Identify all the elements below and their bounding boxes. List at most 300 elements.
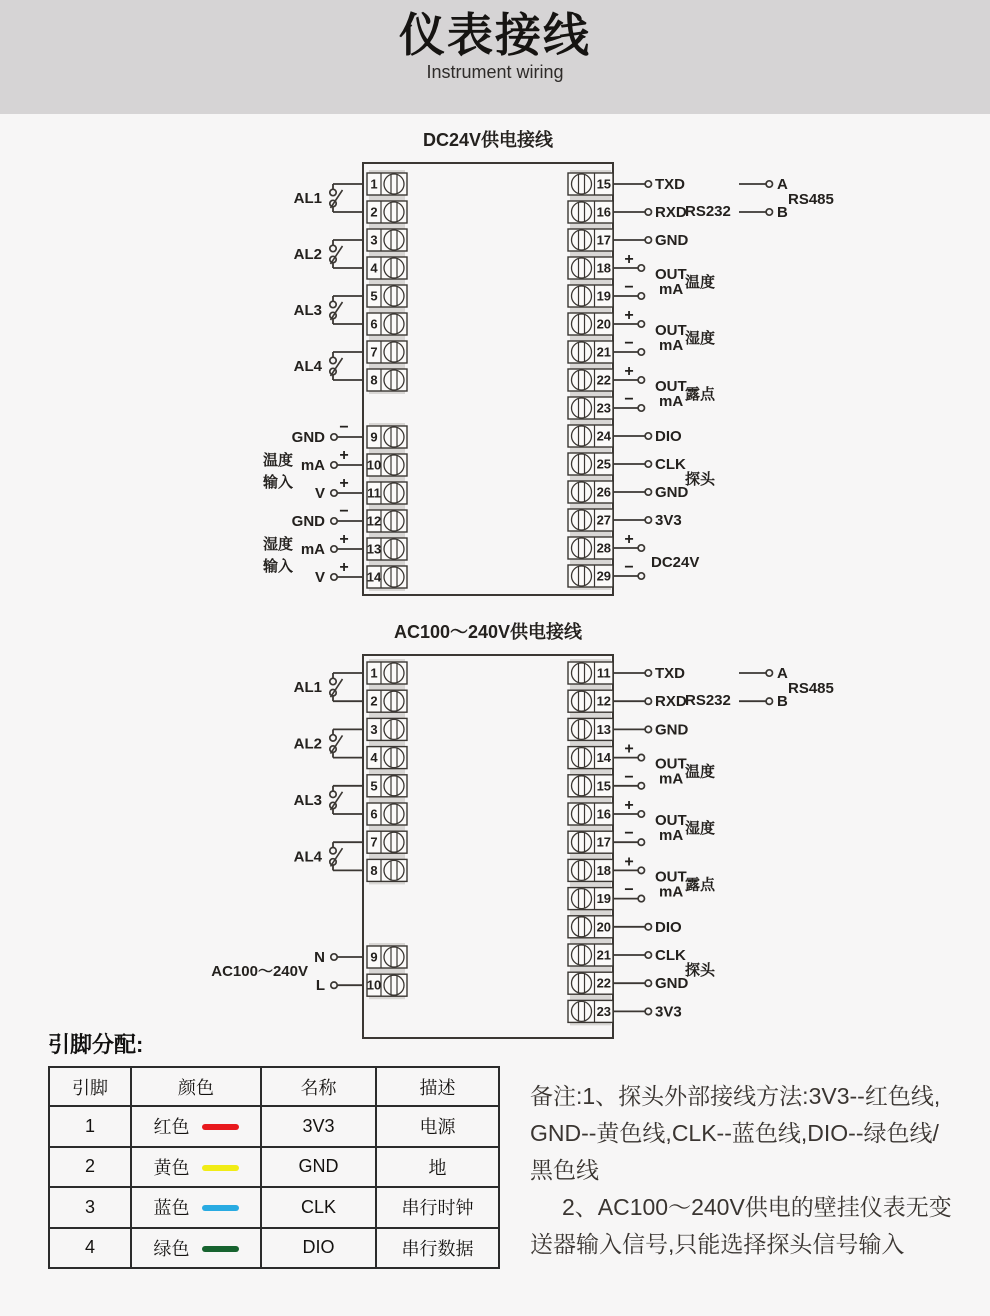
color-name: 红色: [153, 1117, 190, 1138]
terminal-9: [367, 946, 407, 968]
pin-label: 3V3: [655, 1003, 682, 1021]
terminal-number: 18: [596, 862, 612, 878]
connection-dot-icon: [331, 954, 337, 960]
terminal-21: [568, 341, 613, 363]
cell-description: 串行数据: [376, 1228, 499, 1269]
input-group-label: 输入: [262, 558, 293, 575]
terminal-9: [367, 426, 407, 448]
terminal-4: [367, 747, 407, 769]
terminal-10: [367, 974, 407, 996]
al-label: AL4: [293, 848, 322, 866]
input-pin-label: V: [314, 485, 325, 502]
cell-description: 串行时钟: [376, 1187, 499, 1228]
terminal-number: 22: [596, 975, 612, 991]
terminal-19: [568, 285, 613, 307]
terminal-number: 10: [366, 977, 382, 993]
terminal-14: [367, 566, 407, 588]
connection-dot-icon: [331, 490, 337, 496]
terminal-number: 12: [366, 513, 382, 529]
terminal-number: 17: [596, 834, 612, 850]
polarity-sign: −: [624, 881, 634, 899]
polarity-sign: +: [624, 251, 634, 268]
polarity-sign: +: [624, 853, 634, 871]
pin-GND-22: [613, 975, 689, 992]
terminal-15: [568, 173, 613, 195]
terminal-number: 4: [370, 260, 378, 276]
diagram-ac240v: [211, 621, 834, 1038]
output-label: mA: [659, 883, 684, 901]
note-line: 备注:1、探头外部接线方法:3V3--红色线,: [530, 1083, 941, 1109]
terminal-number: 14: [596, 750, 612, 766]
al-switch-AL3: [294, 296, 363, 324]
terminal-24: [568, 425, 613, 447]
cell-signal-name: 3V3: [261, 1106, 376, 1147]
connection-dot-icon: [331, 574, 337, 580]
cell-pin-number: 4: [49, 1228, 131, 1269]
pin-DIO-20: [613, 919, 682, 936]
terminal-28: [568, 537, 613, 559]
input-pin-N-9: [314, 949, 363, 966]
terminal-number: 4: [370, 750, 378, 766]
probe-group-label: 探头: [685, 471, 716, 488]
connection-dot-icon: [638, 895, 644, 901]
terminal-number: 21: [596, 344, 612, 360]
connection-dot-icon: [331, 546, 337, 552]
terminal-4: [367, 257, 407, 279]
terminal-11: [568, 662, 613, 684]
polarity-sign: +: [624, 797, 634, 814]
connection-dot-icon: [638, 545, 644, 551]
al-switch-AL4: [294, 842, 363, 870]
terminal-number: 10: [366, 457, 382, 473]
pair-温度: [613, 741, 715, 789]
connection-dot-icon: [638, 783, 644, 789]
polarity-sign: −: [624, 825, 634, 843]
terminal-1: [367, 173, 407, 195]
terminal-number: 8: [370, 862, 378, 878]
connection-dot-icon: [638, 573, 644, 579]
terminal-number: 9: [370, 429, 378, 445]
output-category-label: 露点: [685, 386, 716, 403]
terminal-14: [568, 747, 613, 769]
output-category-label: 温度: [685, 274, 716, 291]
connection-dot-icon: [638, 377, 644, 383]
connection-dot-icon: [331, 462, 337, 468]
table-row: [49, 1187, 499, 1228]
notes-block: [530, 1078, 990, 1263]
al-label: AL3: [293, 791, 322, 809]
pin-label: RXD: [655, 693, 687, 711]
input-pin-mA-13: [301, 531, 363, 558]
pair-湿度: [613, 307, 715, 355]
terminal-number: 18: [596, 260, 612, 276]
terminal-3: [367, 718, 407, 740]
output-category-label: 湿度: [685, 820, 716, 838]
input-pin-GND-12: [292, 503, 363, 530]
terminal-number: 2: [370, 204, 378, 220]
connection-dot-icon: [330, 189, 336, 195]
polarity-sign: +: [339, 531, 349, 548]
output-category-label: 温度: [685, 763, 716, 781]
cell-signal-name: CLK: [261, 1187, 376, 1228]
page-subtitle: Instrument wiring: [426, 61, 564, 82]
table-row: [49, 1228, 499, 1269]
connection-dot-icon: [331, 518, 337, 524]
pin-table: [48, 1066, 500, 1269]
terminal-number: 6: [370, 316, 378, 332]
al-label: AL1: [293, 679, 322, 697]
terminal-number: 27: [596, 512, 612, 528]
terminal-number: 11: [596, 665, 611, 681]
terminal-number: 23: [596, 1003, 612, 1019]
cell-color: [131, 1187, 261, 1228]
pair-露点: [613, 853, 716, 901]
terminal-number: 14: [366, 569, 382, 585]
terminal-number: 13: [366, 541, 382, 557]
connection-dot-icon: [645, 181, 651, 187]
note-line: 送器输入信号,只能选择探头信号输入: [530, 1231, 905, 1257]
terminal-6: [367, 313, 407, 335]
al-switch-AL4: [294, 352, 363, 380]
terminal-16: [568, 803, 613, 825]
terminal-number: 6: [370, 806, 378, 822]
terminal-number: 13: [596, 721, 612, 737]
connection-dot-icon: [330, 301, 336, 307]
pin-GND-17: [613, 232, 689, 249]
input-group-label: 湿度: [262, 536, 293, 553]
rs485-group: [739, 176, 834, 221]
connection-dot-icon: [638, 349, 644, 355]
diagram-title: DC24V供电接线: [422, 130, 554, 150]
terminal-number: 22: [596, 372, 612, 388]
input-pin-V-14: [315, 559, 363, 586]
terminal-27: [568, 509, 613, 531]
terminal-13: [568, 718, 613, 740]
al-switch-AL3: [294, 786, 363, 814]
pair-DC24V: [613, 531, 699, 579]
cell-description: 电源: [376, 1106, 499, 1147]
terminal-23: [568, 397, 613, 419]
terminal-10: [367, 454, 407, 476]
rs485-line-label: A: [777, 665, 788, 682]
output-label: DC24V: [651, 554, 700, 571]
output-label: mA: [659, 827, 684, 845]
connection-dot-icon: [766, 209, 772, 215]
terminal-number: 1: [370, 176, 378, 192]
polarity-sign: −: [624, 768, 634, 786]
input-group-label: AC100～240V: [211, 963, 308, 981]
polarity-sign: +: [339, 559, 349, 576]
terminal-5: [367, 285, 407, 307]
pin-table-caption: 引脚分配:: [48, 1032, 144, 1057]
interface-label: RS232: [685, 203, 731, 220]
output-label: OUT: [655, 755, 687, 773]
terminal-number: 1: [370, 665, 378, 681]
terminal-number: 16: [596, 806, 612, 822]
connection-dot-icon: [330, 791, 336, 797]
page-title: 仪表接线: [399, 9, 591, 61]
wire-color-swatch-icon: [202, 1165, 239, 1171]
connection-dot-icon: [645, 517, 651, 523]
terminal-number: 5: [370, 778, 378, 794]
terminal-number: 12: [596, 693, 612, 709]
terminal-22: [568, 369, 613, 391]
connection-dot-icon: [638, 754, 644, 760]
pin-table-header: 颜色: [131, 1067, 261, 1106]
terminal-number: 7: [370, 834, 378, 850]
pair-湿度: [613, 797, 715, 845]
color-name: 蓝色: [153, 1198, 190, 1219]
interface-label: RS232: [685, 692, 731, 710]
connection-dot-icon: [645, 1008, 651, 1014]
color-name: 绿色: [153, 1238, 190, 1259]
polarity-sign: +: [624, 740, 634, 758]
terminal-6: [367, 803, 407, 825]
table-row: [49, 1106, 499, 1147]
polarity-sign: −: [624, 559, 634, 576]
terminal-18: [568, 257, 613, 279]
pin-assignment-table: [48, 1066, 500, 1269]
connection-dot-icon: [645, 489, 651, 495]
terminal-13: [367, 538, 407, 560]
terminal-number: 19: [596, 891, 612, 907]
al-label: AL2: [293, 246, 322, 263]
pin-CLK-21: [613, 947, 686, 964]
connection-dot-icon: [645, 670, 651, 676]
cell-color: [131, 1228, 261, 1269]
terminal-number: 8: [370, 372, 378, 388]
input-pin-L-10: [316, 977, 363, 994]
polarity-sign: −: [339, 419, 349, 436]
cell-color: [131, 1147, 261, 1188]
note-line: 2、AC100～240V供电的壁挂仪表无变: [530, 1194, 952, 1220]
terminal-20: [568, 313, 613, 335]
pin-GND-26: [613, 484, 689, 501]
terminal-number: 2: [370, 693, 378, 709]
terminal-15: [568, 775, 613, 797]
rs485-line-label: B: [777, 693, 788, 711]
cell-color: [131, 1106, 261, 1147]
polarity-sign: +: [624, 363, 634, 380]
pin-label: GND: [655, 484, 689, 501]
connection-dot-icon: [645, 726, 651, 732]
al-switch-AL1: [294, 184, 363, 212]
terminal-3: [367, 229, 407, 251]
diagram-dc24v: [262, 129, 834, 595]
connection-dot-icon: [645, 698, 651, 704]
terminal-22: [568, 972, 613, 994]
wire-color-swatch-icon: [202, 1124, 239, 1130]
connection-dot-icon: [645, 980, 651, 986]
terminal-18: [568, 859, 613, 881]
input-pin-label: mA: [300, 541, 325, 558]
rs485-line-label: A: [777, 176, 788, 193]
output-label: OUT: [655, 868, 687, 886]
terminal-number: 25: [596, 456, 612, 472]
cell-pin-number: 1: [49, 1106, 131, 1147]
input-pin-mA-10: [301, 447, 363, 474]
al-label: AL1: [293, 190, 322, 207]
connection-dot-icon: [638, 811, 644, 817]
polarity-sign: +: [624, 307, 634, 324]
pin-CLK-25: [613, 456, 686, 473]
output-label: OUT: [655, 322, 687, 339]
al-switch-AL2: [294, 240, 363, 268]
terminal-21: [568, 944, 613, 966]
terminal-11: [367, 482, 407, 504]
pin-label: 3V3: [655, 512, 682, 529]
connection-dot-icon: [645, 461, 651, 467]
polarity-sign: −: [624, 391, 634, 408]
terminal-number: 16: [596, 204, 612, 220]
wire-color-swatch-icon: [202, 1205, 239, 1211]
polarity-sign: −: [624, 335, 634, 352]
diagram-title: AC100～240V供电接线: [393, 622, 583, 642]
terminal-17: [568, 831, 613, 853]
terminal-29: [568, 565, 613, 587]
connection-dot-icon: [766, 698, 772, 704]
input-pin-label: V: [314, 569, 325, 586]
output-category-label: 湿度: [685, 330, 716, 347]
cell-description: 地: [376, 1147, 499, 1188]
terminal-7: [367, 341, 407, 363]
terminal-number: 19: [596, 288, 612, 304]
connection-dot-icon: [331, 982, 337, 988]
terminal-number: 3: [370, 721, 378, 737]
terminal-number: 23: [596, 400, 612, 416]
terminal-25: [568, 453, 613, 475]
connection-dot-icon: [638, 867, 644, 873]
input-pin-label: GND: [291, 513, 325, 530]
terminal-number: 15: [596, 778, 612, 794]
terminal-12: [568, 690, 613, 712]
terminal-number: 29: [596, 568, 612, 584]
pin-label: GND: [655, 975, 689, 993]
pin-label: DIO: [655, 428, 682, 445]
output-label: OUT: [655, 266, 687, 283]
terminal-20: [568, 916, 613, 938]
pin-GND-13: [613, 721, 689, 738]
input-group-label: 输入: [262, 474, 293, 491]
connection-dot-icon: [330, 678, 336, 684]
terminal-number: 15: [596, 176, 612, 192]
pin-label: TXD: [655, 665, 685, 682]
connection-dot-icon: [645, 237, 651, 243]
terminal-number: 21: [596, 947, 612, 963]
connection-dot-icon: [766, 181, 772, 187]
terminal-number: 7: [370, 344, 378, 360]
rs485-label: RS485: [788, 680, 834, 698]
al-label: AL2: [293, 735, 322, 753]
output-label: OUT: [655, 812, 687, 830]
al-label: AL3: [293, 302, 322, 319]
connection-dot-icon: [638, 293, 644, 299]
rs485-group: [739, 665, 834, 710]
terminal-26: [568, 481, 613, 503]
connection-dot-icon: [638, 405, 644, 411]
terminal-number: 11: [367, 485, 381, 501]
terminal-19: [568, 888, 613, 910]
input-pin-label: L: [315, 977, 325, 995]
pair-露点: [613, 363, 716, 411]
output-label: mA: [659, 337, 684, 354]
input-group-label: 温度: [262, 452, 293, 469]
input-pin-V-11: [315, 475, 363, 502]
pin-label: GND: [655, 721, 689, 739]
terminal-5: [367, 775, 407, 797]
connection-dot-icon: [766, 670, 772, 676]
probe-group-label: 探头: [685, 962, 716, 980]
input-pin-label: N: [314, 949, 325, 966]
color-name: 黄色: [153, 1157, 190, 1178]
pin-3V3-27: [613, 512, 682, 529]
terminal-number: 20: [596, 316, 612, 332]
terminal-number: 26: [596, 484, 612, 500]
pin-RXD-12: [613, 692, 731, 710]
pin-label: CLK: [655, 947, 686, 964]
cell-pin-number: 3: [49, 1187, 131, 1228]
pin-label: CLK: [655, 456, 686, 473]
connection-dot-icon: [330, 357, 336, 363]
pin-table-header: 名称: [261, 1067, 376, 1106]
pin-3V3-23: [613, 1003, 682, 1020]
pin-RXD-16: [613, 203, 731, 221]
polarity-sign: −: [624, 279, 634, 296]
terminal-1: [367, 662, 407, 684]
pin-TXD-15: [613, 176, 685, 193]
terminal-number: 20: [596, 919, 612, 935]
rs485-label: RS485: [788, 191, 834, 208]
connection-dot-icon: [645, 209, 651, 215]
terminal-number: 3: [370, 232, 378, 248]
pair-温度: [613, 251, 715, 299]
rs485-line-label: B: [777, 204, 788, 221]
terminal-12: [367, 510, 407, 532]
connection-dot-icon: [330, 848, 336, 854]
note-line: GND--黄色线,CLK--蓝色线,DIO--绿色线/: [530, 1120, 939, 1146]
connection-dot-icon: [638, 321, 644, 327]
pin-label: GND: [655, 232, 689, 249]
terminal-8: [367, 859, 407, 881]
connection-dot-icon: [638, 839, 644, 845]
terminal-number: 17: [596, 232, 612, 248]
pin-TXD-11: [613, 665, 685, 682]
note-line: 黑色线: [530, 1157, 599, 1183]
input-pin-label: mA: [300, 457, 325, 474]
terminal-16: [568, 201, 613, 223]
terminal-2: [367, 690, 407, 712]
connection-dot-icon: [645, 433, 651, 439]
al-label: AL4: [293, 358, 322, 375]
terminal-number: 9: [370, 949, 378, 965]
polarity-sign: +: [624, 531, 634, 548]
output-label: mA: [659, 393, 684, 410]
wire-color-swatch-icon: [202, 1246, 239, 1252]
terminal-number: 24: [596, 428, 612, 444]
connection-dot-icon: [331, 434, 337, 440]
pin-table-header: 描述: [376, 1067, 499, 1106]
output-label: mA: [659, 281, 684, 298]
input-pin-GND-9: [292, 419, 363, 446]
terminal-17: [568, 229, 613, 251]
terminal-number: 28: [596, 540, 612, 556]
table-row: [49, 1147, 499, 1188]
terminal-7: [367, 831, 407, 853]
connection-dot-icon: [330, 735, 336, 741]
pin-label: DIO: [655, 918, 682, 936]
terminal-number: 5: [370, 288, 378, 304]
cell-signal-name: DIO: [261, 1228, 376, 1269]
